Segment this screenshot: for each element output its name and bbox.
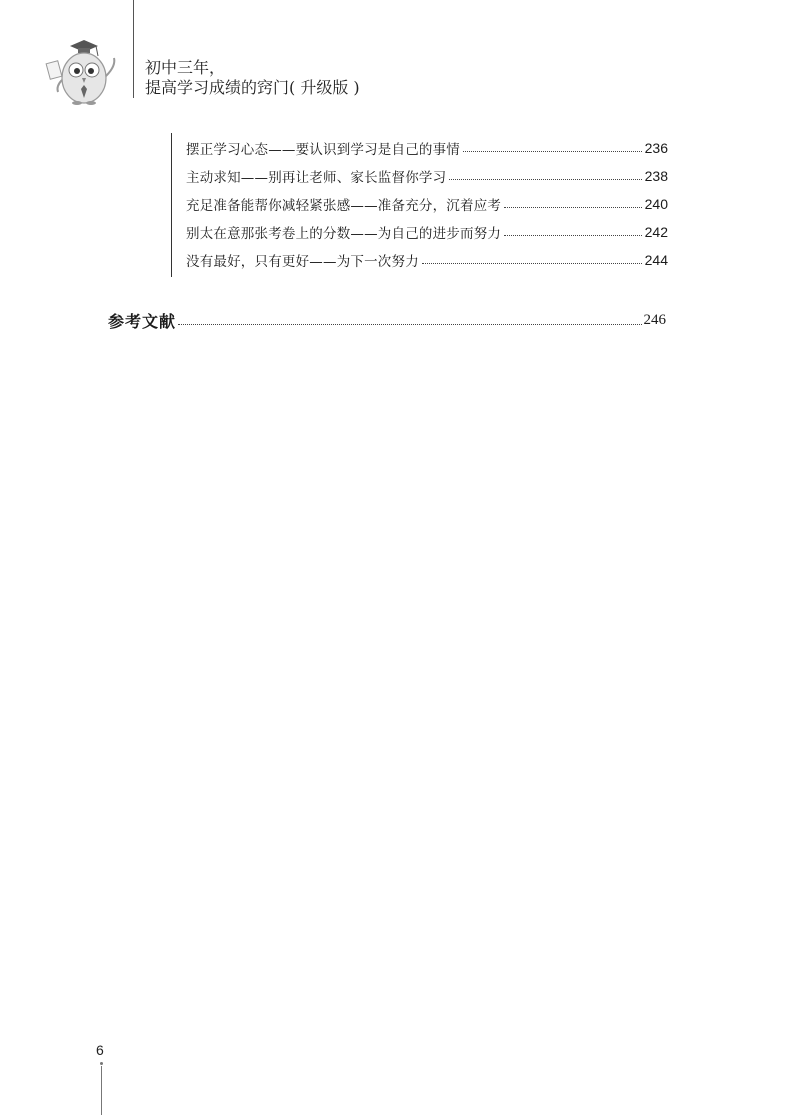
- toc-entry[interactable]: [186, 222, 668, 242]
- toc-leader-dots: [449, 179, 641, 180]
- owl-mascot-logo: [44, 36, 124, 106]
- toc-entry[interactable]: [186, 166, 668, 186]
- toc-entry-page: 236: [644, 140, 668, 156]
- page-number: 6: [96, 1042, 104, 1058]
- footer-divider-line: [101, 1066, 102, 1115]
- toc-entry-page: 240: [644, 196, 668, 212]
- toc-entry[interactable]: [186, 194, 668, 214]
- toc-entry-title: 别太在意那张考卷上的分数——为自己的进步而努力: [186, 226, 502, 242]
- book-title-line2: 提高学习成绩的窍门( 升级版 ): [145, 78, 360, 97]
- toc-entry-page: 238: [644, 168, 668, 184]
- toc-main-title: 参考文献: [108, 311, 177, 331]
- toc-entry[interactable]: [186, 250, 668, 270]
- toc-entry-title: 没有最好，只有更好——为下一次努力: [186, 254, 419, 270]
- toc-section-list: [171, 133, 668, 277]
- book-title: [145, 58, 360, 98]
- toc-leader-dots: [422, 263, 642, 264]
- toc-main-entry[interactable]: [108, 308, 666, 332]
- toc-leader-dots: [463, 151, 642, 152]
- toc-entry-title: 充足准备能帮你减轻紧张感——准备充分，沉着应考: [186, 198, 502, 214]
- toc-leader-dots: [178, 324, 641, 325]
- book-title-line1: 初中三年，: [145, 58, 226, 77]
- toc-main-page: 246: [643, 311, 666, 328]
- toc-entry-title: 主动求知——别再让老师、家长监督你学习: [186, 170, 447, 186]
- header-divider-line: [133, 0, 134, 98]
- footer-marker-dot: [100, 1062, 103, 1065]
- toc-entry[interactable]: [186, 138, 668, 158]
- toc-entry-title: 摆正学习心态——要认识到学习是自己的事情: [186, 142, 460, 158]
- toc-entry-page: 242: [644, 224, 668, 240]
- toc-entry-page: 244: [644, 252, 668, 268]
- toc-leader-dots: [504, 207, 642, 208]
- toc-leader-dots: [504, 235, 642, 236]
